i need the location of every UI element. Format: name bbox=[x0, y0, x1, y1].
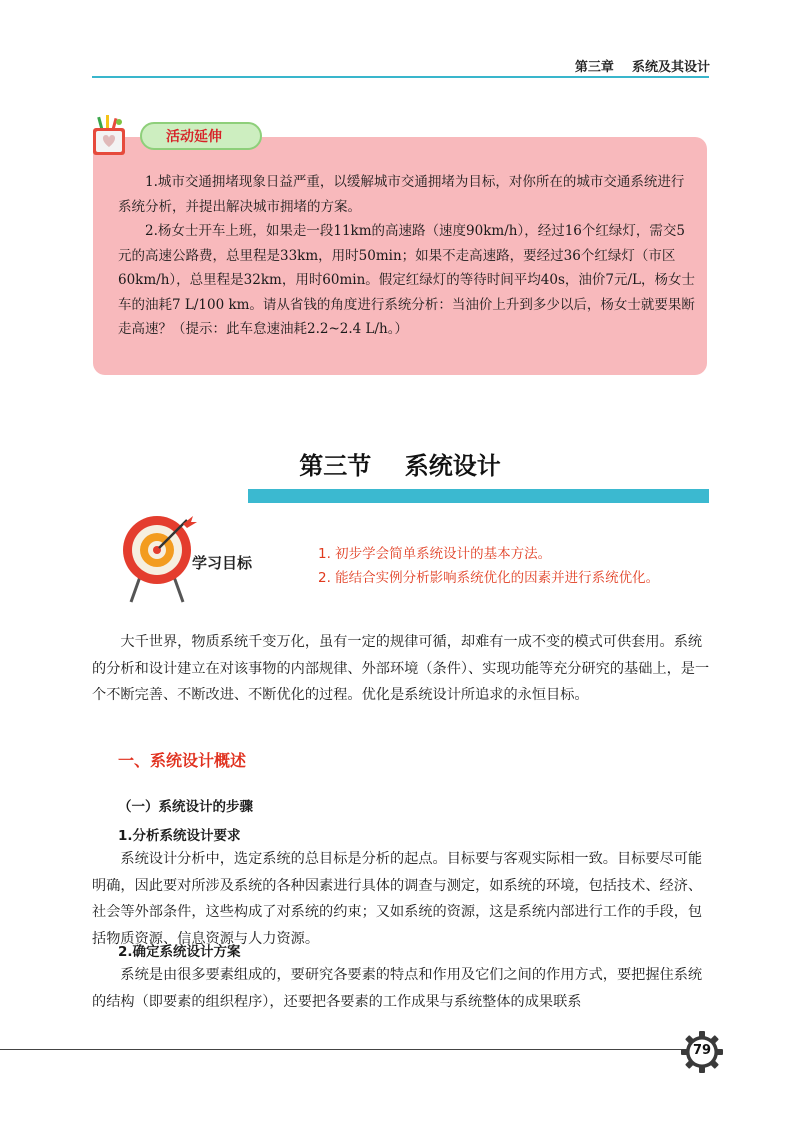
step1-text: 系统设计分析中，选定系统的总目标是分析的起点。目标要与客观实际相一致。目标要尽可能明确，因此要对所涉及系统的各种因素进行具体的调查与测定，如系统的环境，包括技术、经济、社会等外部条件，这些构成了对系统的约束；又如系统的资源，这是系统内部进行工作的手段，包括物质资源、信息资源与人力资源。 bbox=[92, 851, 703, 947]
shopping-bag-icon bbox=[89, 114, 129, 156]
objectives-list bbox=[318, 542, 659, 590]
activity-paragraph: 2.杨女士开车上班，如果走一段11km的高速路（速度90km/h），经过16个红绿灯，需交5元的高速公路费，总里程是33km，用时50min；如果不走高速路，要经过36个红绿灯（市区60km/h），总里程是32km，用时60min。假定红绿灯的等待时间平均40s，油价7元/L，杨女士车的油耗7 L/100 km。请从省钱的角度进行系统分析：当油价上升到多少以后，杨女士就要果断走高速？（提示：此车怠速油耗2.2~2.4 L/h。） bbox=[118, 223, 696, 337]
step1-title: 1.分析系统设计要求 bbox=[118, 828, 241, 844]
footer-rule bbox=[0, 1049, 690, 1050]
step2-paragraph bbox=[92, 962, 710, 1015]
target-icon bbox=[117, 512, 197, 604]
activity-text bbox=[118, 170, 696, 342]
activity-paragraph: 1.城市交通拥堵现象日益严重，以缓解城市交通拥堵为目标，对你所在的城市交通系统进行系统分析，并提出解决城市拥堵的方案。 bbox=[118, 174, 685, 215]
objectives-label: 学习目标 bbox=[192, 554, 253, 572]
step2-text: 系统是由很多要素组成的，要研究各要素的特点和作用及它们之间的作用方式，要把握住系统的结构（即要素的组织程序），还要把各要素的工作成果与系统整体的成果联系 bbox=[92, 967, 703, 1010]
chapter-header: 第三章 系统及其设计 bbox=[574, 60, 710, 75]
page-number: 79 bbox=[692, 1043, 712, 1058]
step2-title: 2.确定系统设计方案 bbox=[118, 944, 241, 960]
step1-paragraph bbox=[92, 846, 710, 952]
heading-level2: （一）系统设计的步骤 bbox=[118, 799, 253, 815]
heading-level1: 一、系统设计概述 bbox=[118, 751, 247, 770]
intro-paragraph bbox=[92, 629, 710, 709]
header-rule bbox=[92, 76, 709, 78]
activity-title: 活动延伸 bbox=[166, 129, 222, 145]
section-title-bar bbox=[248, 489, 709, 503]
objective-item: 2. 能结合实例分析影响系统优化的因素并进行系统优化。 bbox=[318, 570, 660, 586]
intro-text: 大千世界，物质系统千变万化，虽有一定的规律可循，却难有一成不变的模式可供套用。系统的分析和设计建立在对该事物的内部规律、外部环境（条件）、实现功能等充分研究的基础上，是一个不断完善、不断改进、不断优化的过程。优化是系统设计所追求的永恒目标。 bbox=[92, 634, 710, 704]
section-title: 第三节 系统设计 bbox=[299, 452, 501, 480]
objective-item: 1. 初步学会简单系统设计的基本方法。 bbox=[318, 546, 552, 562]
